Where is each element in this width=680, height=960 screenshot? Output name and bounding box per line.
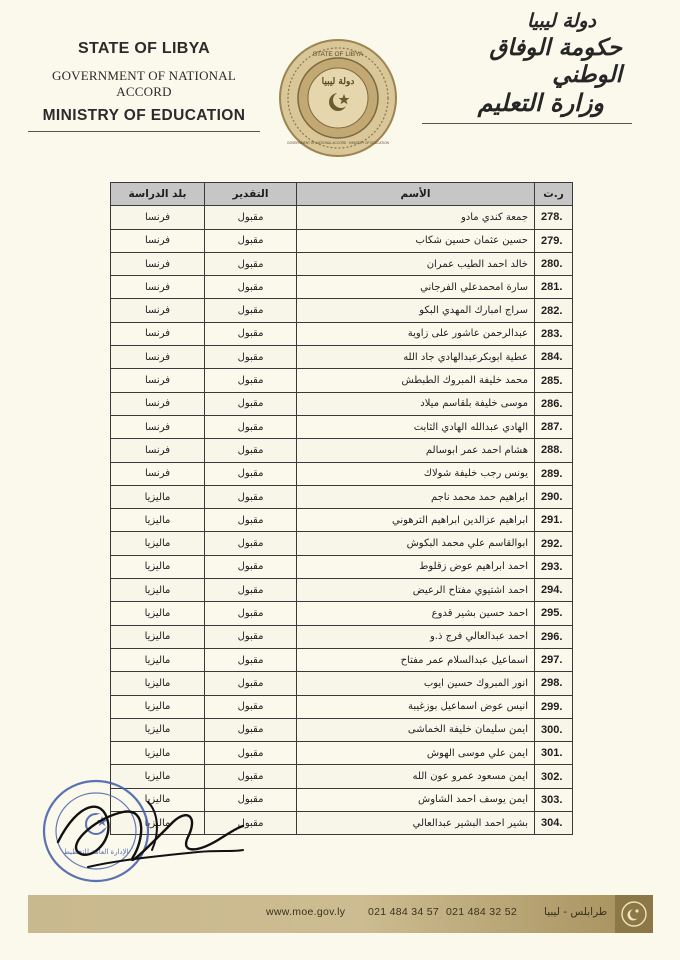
cell-serial: 289.	[535, 462, 573, 485]
cell-grade: مقبول	[205, 765, 297, 788]
table-row	[111, 672, 573, 695]
cell-study-country: ماليزيا	[111, 485, 205, 508]
table-row	[111, 229, 573, 252]
cell-grade: مقبول	[205, 415, 297, 438]
cell-name: احمد عبدالعالي فرج ذ.و	[297, 625, 535, 648]
footer-phone-2: 021 484 32 52	[446, 906, 518, 918]
header-study-country: بلد الدراسة	[111, 183, 205, 206]
cell-serial: 301.	[535, 742, 573, 765]
cell-study-country: ماليزيا	[111, 695, 205, 718]
table-row	[111, 252, 573, 275]
cell-study-country: ماليزيا	[111, 672, 205, 695]
cell-grade: مقبول	[205, 206, 297, 229]
cell-grade: مقبول	[205, 625, 297, 648]
cell-name: حسين عثمان حسين شكاب	[297, 229, 535, 252]
cell-name: هشام احمد عمر ابوسالم	[297, 439, 535, 462]
table-row	[111, 695, 573, 718]
cell-name: احمد اشتيوي مفتاح الرعيض	[297, 579, 535, 602]
cell-serial: 291.	[535, 509, 573, 532]
table-row	[111, 299, 573, 322]
cell-study-country: فرنسا	[111, 369, 205, 392]
footer-website: www.moe.gov.ly	[266, 906, 346, 918]
stamp-text: الإدارة العامة للتخطيط	[63, 848, 129, 856]
seal-ring-text: GOVERNMENT OF NATIONAL ACCORD · MINISTRY OF EDUCATION	[287, 141, 389, 145]
cell-study-country: ماليزيا	[111, 602, 205, 625]
table-row	[111, 485, 573, 508]
table-row	[111, 532, 573, 555]
cell-name: ايمن يوسف احمد الشاوش	[297, 788, 535, 811]
cell-study-country: فرنسا	[111, 346, 205, 369]
cell-serial: 286.	[535, 392, 573, 415]
cell-grade: مقبول	[205, 392, 297, 415]
cell-serial: 295.	[535, 602, 573, 625]
cell-name: عطية ابوبكرعبدالهادي جاد الله	[297, 346, 535, 369]
cell-serial: 279.	[535, 229, 573, 252]
footer-crescent-logo-icon	[621, 901, 647, 927]
cell-study-country: فرنسا	[111, 462, 205, 485]
table-row	[111, 392, 573, 415]
cell-name: ايمن علي موسى الهوش	[297, 742, 535, 765]
cell-name: ابراهيم عزالدين ابراهيم الترهوني	[297, 509, 535, 532]
footer-city: طرابلس - ليبيا	[544, 906, 608, 918]
cell-serial: 298.	[535, 672, 573, 695]
cell-study-country: فرنسا	[111, 415, 205, 438]
cell-serial: 300.	[535, 718, 573, 741]
cell-study-country: ماليزيا	[111, 742, 205, 765]
cell-name: سارة امحمدعلي الفرجاني	[297, 276, 535, 299]
cell-grade: مقبول	[205, 509, 297, 532]
cell-name: احمد حسين بشير قدوع	[297, 602, 535, 625]
cell-serial: 278.	[535, 206, 573, 229]
cell-serial: 296.	[535, 625, 573, 648]
cell-grade: مقبول	[205, 252, 297, 275]
table-row	[111, 648, 573, 671]
cell-study-country: فرنسا	[111, 322, 205, 345]
cell-serial: 285.	[535, 369, 573, 392]
cell-name: خالد احمد الطيب عمران	[297, 252, 535, 275]
table-row	[111, 579, 573, 602]
cell-study-country: ماليزيا	[111, 579, 205, 602]
cell-grade: مقبول	[205, 602, 297, 625]
ministry-seal-logo	[278, 38, 398, 158]
cell-study-country: ماليزيا	[111, 509, 205, 532]
cell-study-country: فرنسا	[111, 392, 205, 415]
state-title-ar: دولة ليبيا	[526, 10, 596, 32]
table-row	[111, 276, 573, 299]
cell-grade: مقبول	[205, 555, 297, 578]
table-row	[111, 369, 573, 392]
table-row	[111, 439, 573, 462]
cell-study-country: فرنسا	[111, 252, 205, 275]
header-serial: ر.ت	[535, 183, 573, 206]
cell-serial: 280.	[535, 252, 573, 275]
cell-name: انور المبروك حسين ايوب	[297, 672, 535, 695]
cell-name: ابراهيم حمد محمد ناجم	[297, 485, 535, 508]
cell-grade: مقبول	[205, 788, 297, 811]
table-row	[111, 206, 573, 229]
table-row	[111, 718, 573, 741]
cell-study-country: فرنسا	[111, 276, 205, 299]
header-grade: التقدير	[205, 183, 297, 206]
ministry-title-en: MINISTRY OF EDUCATION	[42, 107, 246, 124]
handwritten-signature	[48, 782, 248, 892]
english-letterhead	[28, 40, 260, 132]
cell-study-country: ماليزيا	[111, 812, 205, 835]
table-body	[111, 206, 573, 835]
cell-grade: مقبول	[205, 672, 297, 695]
cell-grade: مقبول	[205, 369, 297, 392]
cell-grade: مقبول	[205, 532, 297, 555]
seal-center-text: دولة ليبيا	[321, 77, 355, 87]
cell-name: انيس عوض اسماعيل بوزغيبة	[297, 695, 535, 718]
cell-study-country: ماليزيا	[111, 648, 205, 671]
cell-name: سراج امبارك المهدي البكو	[297, 299, 535, 322]
cell-study-country: ماليزيا	[111, 765, 205, 788]
table-row	[111, 346, 573, 369]
cell-serial: 292.	[535, 532, 573, 555]
cell-serial: 304.	[535, 812, 573, 835]
letterhead-rule	[28, 131, 260, 132]
students-results-table	[110, 182, 573, 835]
cell-name: ايمن سليمان خليفة الخماشى	[297, 718, 535, 741]
cell-study-country: ماليزيا	[111, 625, 205, 648]
cell-grade: مقبول	[205, 439, 297, 462]
cell-serial: 287.	[535, 415, 573, 438]
cell-study-country: فرنسا	[111, 229, 205, 252]
cell-name: يونس رجب خليفة شولاك	[297, 462, 535, 485]
ministry-title-ar: وزارة التعليم	[477, 88, 604, 117]
cell-serial: 297.	[535, 648, 573, 671]
cell-name: جمعة كندي مادو	[297, 206, 535, 229]
footer-phone-1: 021 484 34 57	[368, 906, 440, 918]
cell-grade: مقبول	[205, 299, 297, 322]
cell-study-country: ماليزيا	[111, 788, 205, 811]
cell-serial: 281.	[535, 276, 573, 299]
cell-grade: مقبول	[205, 462, 297, 485]
cell-name: اسماعيل عبدالسلام عمر مفتاح	[297, 648, 535, 671]
cell-study-country: فرنسا	[111, 299, 205, 322]
government-title-en: GOVERNMENT OF NATIONAL ACCORD	[52, 68, 236, 99]
cell-study-country: فرنسا	[111, 206, 205, 229]
table-row	[111, 602, 573, 625]
cell-serial: 283.	[535, 322, 573, 345]
cell-serial: 290.	[535, 485, 573, 508]
table-row	[111, 509, 573, 532]
cell-grade: مقبول	[205, 718, 297, 741]
cell-name: احمد ابراهيم عوض زقلوط	[297, 555, 535, 578]
cell-serial: 284.	[535, 346, 573, 369]
cell-grade: مقبول	[205, 648, 297, 671]
cell-name: ابوالقاسم علي محمد البكوش	[297, 532, 535, 555]
cell-grade: مقبول	[205, 695, 297, 718]
cell-study-country: ماليزيا	[111, 532, 205, 555]
page-footer	[28, 895, 653, 933]
cell-serial: 293.	[535, 555, 573, 578]
table-row	[111, 555, 573, 578]
table-row	[111, 415, 573, 438]
cell-study-country: ماليزيا	[111, 718, 205, 741]
header-name: الأسم	[297, 183, 535, 206]
cell-grade: مقبول	[205, 742, 297, 765]
cell-grade: مقبول	[205, 229, 297, 252]
government-title-ar: حكومة الوفاق الوطني	[489, 34, 622, 88]
cell-name: الهادي عبدالله الهادي الثابت	[297, 415, 535, 438]
cell-grade: مقبول	[205, 276, 297, 299]
cell-grade: مقبول	[205, 485, 297, 508]
cell-serial: 302.	[535, 765, 573, 788]
arabic-letterhead	[432, 10, 622, 124]
cell-grade: مقبول	[205, 322, 297, 345]
table-header-row	[111, 183, 573, 206]
arabic-letterhead-rule	[422, 123, 632, 124]
cell-name: بشير احمد البشير عبدالعالي	[297, 812, 535, 835]
cell-study-country: فرنسا	[111, 439, 205, 462]
cell-name: موسى خليفة بلقاسم ميلاد	[297, 392, 535, 415]
cell-serial: 303.	[535, 788, 573, 811]
cell-name: ايمن مسعود عمرو عون الله	[297, 765, 535, 788]
cell-serial: 282.	[535, 299, 573, 322]
seal-top-text: STATE OF LIBYA	[312, 51, 364, 58]
cell-name: عبدالرحمن عاشور على زاوية	[297, 322, 535, 345]
cell-study-country: ماليزيا	[111, 555, 205, 578]
table-row	[111, 322, 573, 345]
cell-name: محمد خليفة المبروك الطبطش	[297, 369, 535, 392]
table-row	[111, 742, 573, 765]
cell-serial: 294.	[535, 579, 573, 602]
cell-grade: مقبول	[205, 346, 297, 369]
state-title-en: STATE OF LIBYA	[78, 40, 210, 57]
cell-grade: مقبول	[205, 812, 297, 835]
table-row	[111, 625, 573, 648]
cell-grade: مقبول	[205, 579, 297, 602]
cell-serial: 288.	[535, 439, 573, 462]
table-row	[111, 462, 573, 485]
cell-serial: 299.	[535, 695, 573, 718]
